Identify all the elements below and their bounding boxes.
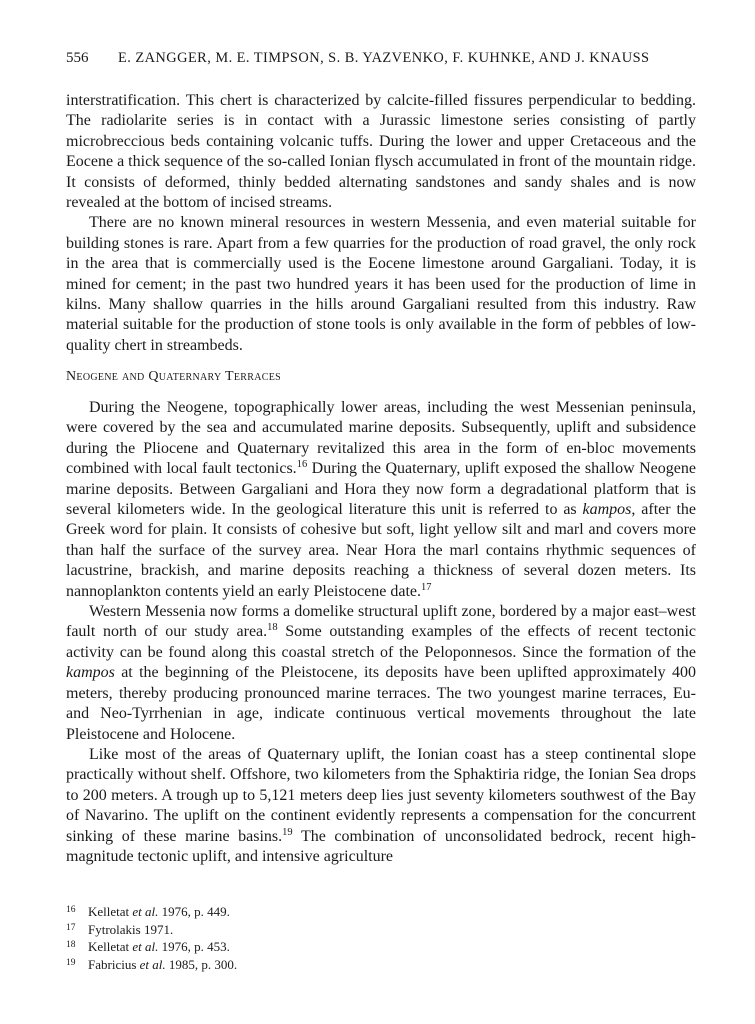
footnote-ref: 19 (282, 826, 293, 838)
footnote-etal: et al. (132, 939, 159, 954)
paragraph: interstratification. This chert is characterized by calcite-filled fissures perpendicular to bedding. The radiolarite series is in contact with a Jurassic limestone series consisting of partly microbreccious beds containing volcanic tuffs. During the lower and upper Cretaceous and the Eocene a thick sequence of the so-called Ionian flysch accumulated in front of the mountain ridge. It consists of deformed, thinly bedded alternating sandstones and sandy shales and is now revealed at the bottom of incised streams. (66, 92, 696, 212)
paragraph (66, 398, 696, 602)
text-run: Western Messenia now forms a domelike structural uplift zone, bordered by a major east–west fault north of our study area. (66, 603, 696, 641)
text-run: During the Quaternary, uplift exposed the shallow Neogene marine deposits. Between Gargaliani and Hora they now form a degradational platform that is several kilometers wide. In the geological literature this unit is referred to as (66, 460, 696, 519)
page-number: 556 (66, 50, 89, 66)
footnote-author: Fytrolakis 1971. (88, 921, 174, 937)
footnote-etal: et al. (139, 956, 166, 972)
footnote: 18 Kelletat et al. 1976, p. 453. (66, 939, 230, 954)
footnote-citation: 1976, p. 453. (158, 939, 230, 954)
paragraph: There are no known mineral resources in western Messenia, and even material suitable for building stones is rare. Apart from a few quarries for the production of road gravel, the only rock in the area that is commercially used is the Eocene limestone around Gargaliani. Today, it is mined for cement; in the past two hundred years it has been used for the production of lime in kilns. Many shallow quarries in the hills around Gargaliani resulted from this industry. Raw material suitable for the production of stone tools is only available in the form of pebbles of low-quality chert in streambeds. (66, 214, 696, 354)
text-run: Some outstanding examples of the effects of recent tectonic activity can be found along this coastal stretch of the Peloponnesos. Since the formation of the (66, 623, 696, 661)
italic-term: kampos (66, 664, 115, 682)
footnote-ref: 17 (421, 581, 432, 593)
footnote-author: Kelletat (88, 904, 130, 919)
footnote: 19 Fabricius et al. 1985, p. 300. (66, 956, 238, 972)
footnote-author: Fabricius (88, 956, 137, 972)
paragraph (66, 602, 696, 745)
italic-term: kampos (582, 501, 632, 519)
paragraph (66, 745, 696, 867)
footnote-ref: 16 (296, 459, 308, 471)
body-text-top (66, 91, 696, 356)
section-heading: Neogene and Quaternary Terraces (66, 369, 281, 384)
running-header (66, 50, 696, 78)
footnote: 16 Kelletat et al. 1976, p. 449. (66, 904, 230, 919)
footnotes (66, 903, 237, 973)
running-head-authors: E. ZANGGER, M. E. TIMPSON, S. B. YAZVENKO, F. KUHNKE, AND J. KNAUSS (118, 50, 650, 66)
footnote-citation: 1985, p. 300. (165, 956, 238, 972)
footnote-etal: et al. (132, 904, 159, 919)
footnote-ref: 18 (267, 622, 278, 634)
text-run: During the Neogene, topographically lower areas, including the west Messenian peninsula, were covered by the sea and accumulated marine deposits. Subsequently, uplift and subsidence during the Pliocene and Quaternary revitalized this area in the form of en-bloc movements combined with local fault tectonics. (66, 399, 696, 478)
text-run: The combination of unconsolidated bedrock, recent high-magnitude tectonic uplift, and intensive agriculture (66, 827, 696, 865)
footnote: 17 Fytrolakis 1971. (66, 921, 174, 937)
footnote-citation: 1976, p. 449. (158, 904, 230, 919)
footnote-author: Kelletat (88, 939, 130, 954)
text-run: at the beginning of the Pleistocene, its deposits have been uplifted approximately 400 meters, thereby producing pronounced marine terraces. The two youngest marine terraces, Eu- and Neo-Tyrrhenian in age, indicate continuous vertical movements throughout the late Pleistocene and Holocene. (66, 664, 696, 743)
text-run: , after the Greek word for plain. It consists of cohesive but soft, light yellow silt and marl and covers more than half the surface of the survey area. Near Hora the marl contains rhythmic sequences of lacustrine, brackish, and marine deposits reaching a thickness of several dozen meters. Its nannoplankton contents yield an early Pleistocene date. (66, 501, 696, 600)
text-run: Like most of the areas of Quaternary uplift, the Ionian coast has a steep continental slope practically without shelf. Offshore, two kilometers from the Sphaktiria ridge, the Ionian Sea drops to 200 meters. A trough up to 5,121 meters deep lies just seventy kilometers southwest of the Bay of Navarino. The uplift on the continent evidently represents a compensation for the concurrent sinking of these marine basins. (66, 745, 696, 845)
section-body (66, 398, 696, 867)
